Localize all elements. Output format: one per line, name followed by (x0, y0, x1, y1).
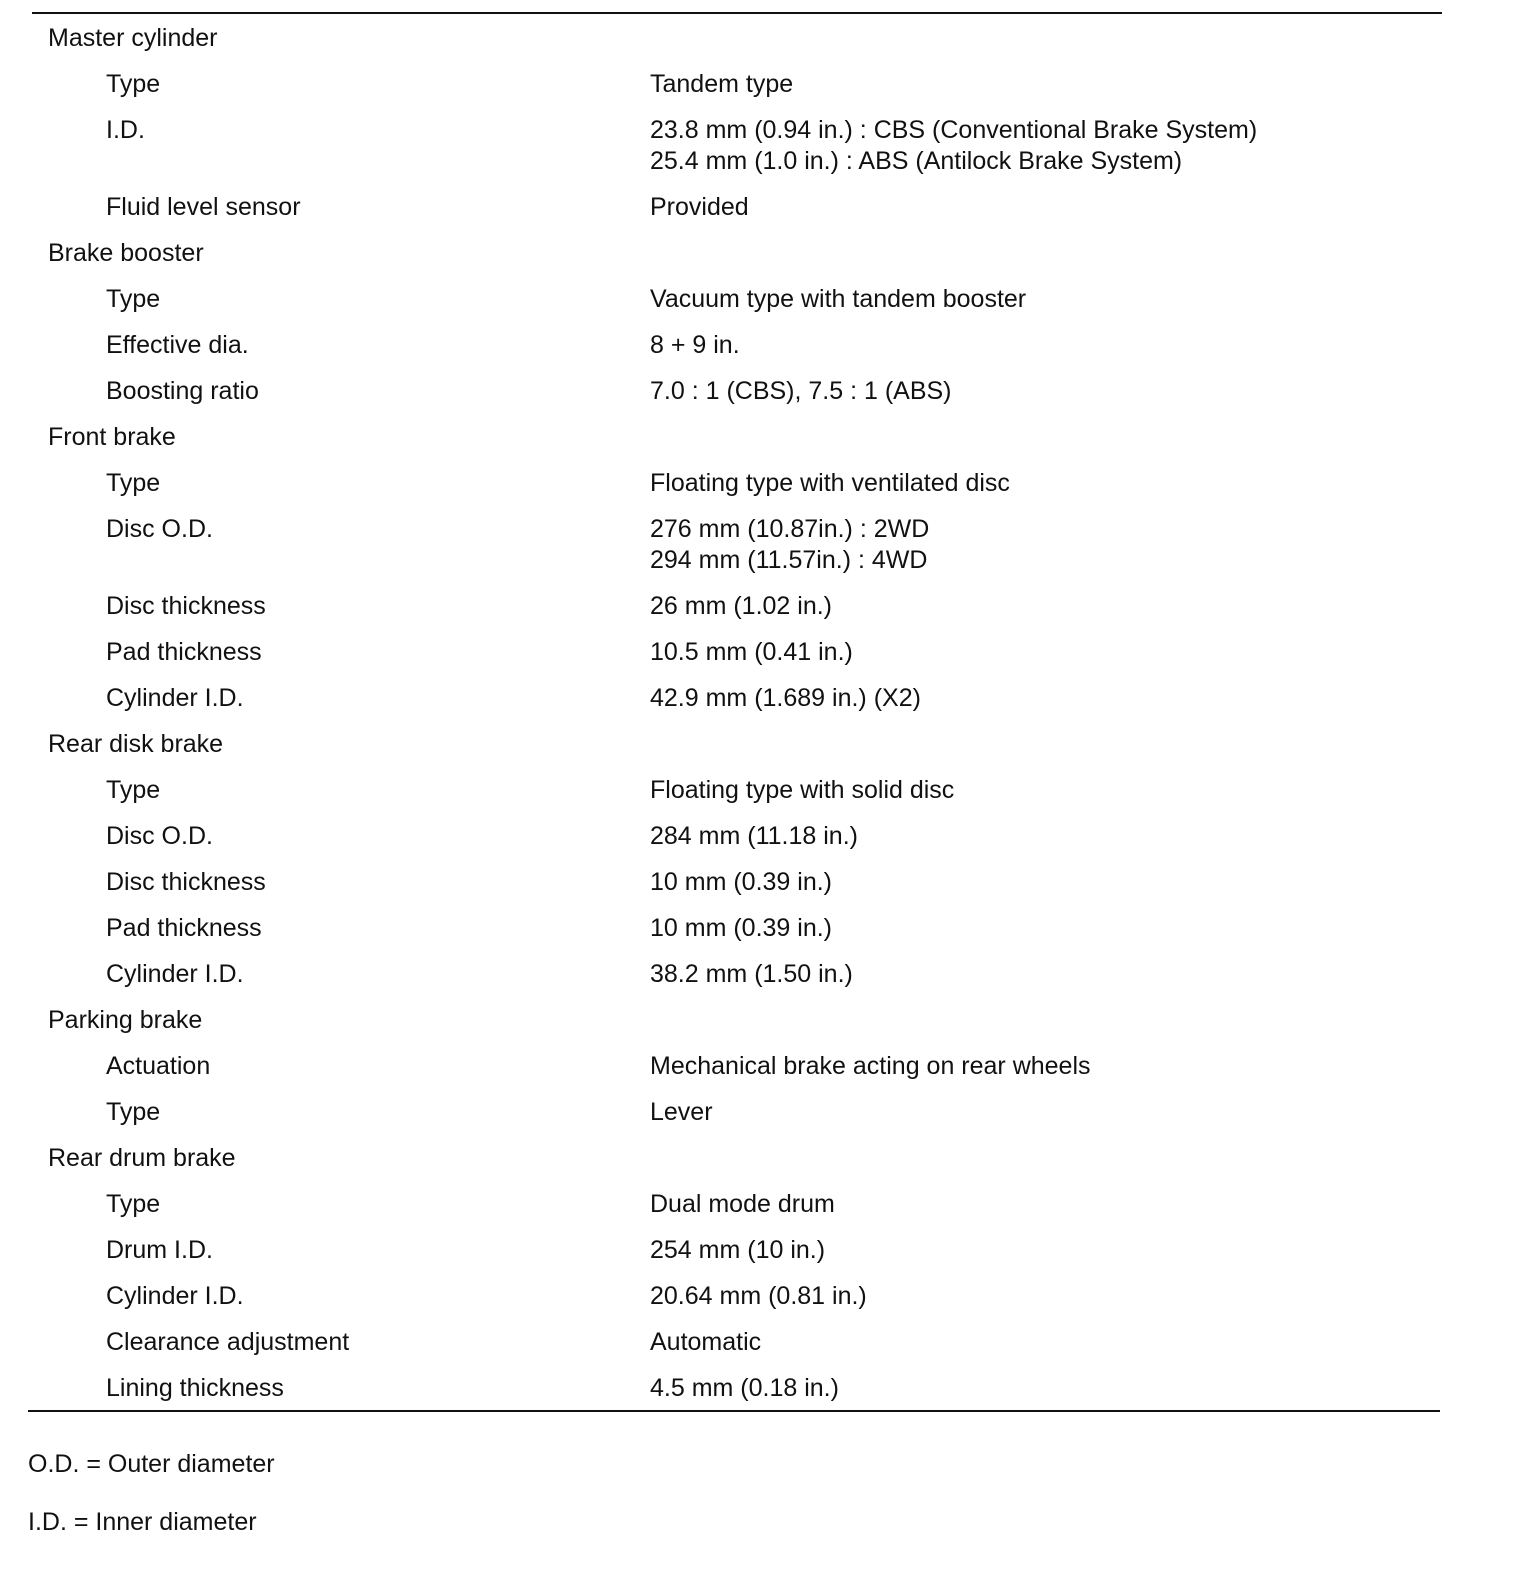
spec-value (650, 637, 853, 668)
spec-value (650, 1097, 713, 1128)
spec-value-line: 4.5 mm (0.18 in.) (650, 1374, 839, 1402)
spec-value (650, 468, 1010, 499)
spec-label: Type (106, 469, 161, 497)
spec-value-line: Dual mode drum (650, 1190, 835, 1218)
section-title: Parking brake (48, 1006, 203, 1034)
spec-value (650, 867, 832, 898)
spec-value (650, 683, 921, 714)
spec-row (0, 110, 1536, 187)
spec-label: Fluid level sensor (106, 193, 301, 221)
spec-label: Type (106, 1190, 161, 1218)
spec-row (0, 463, 1536, 509)
spec-row (0, 1230, 1536, 1276)
spec-value (650, 1235, 825, 1266)
spec-value-line: Mechanical brake acting on rear wheels (650, 1052, 1091, 1080)
spec-label: Effective dia. (106, 331, 249, 359)
spec-label: Disc thickness (106, 592, 266, 620)
section-header-row (0, 1138, 1536, 1184)
spec-row (0, 908, 1536, 954)
section-header-row (0, 233, 1536, 279)
spec-value-line: Floating type with solid disc (650, 776, 955, 804)
section-header-row (0, 18, 1536, 64)
section-title: Master cylinder (48, 24, 218, 52)
spec-value-line: 254 mm (10 in.) (650, 1236, 826, 1264)
section-title: Front brake (48, 423, 176, 451)
section-header-row (0, 724, 1536, 770)
spec-value (650, 1189, 835, 1220)
spec-value-line: 284 mm (11.18 in.) (650, 822, 858, 850)
spec-row (0, 325, 1536, 371)
section-header-row (0, 417, 1536, 463)
spec-label: Type (106, 285, 161, 313)
spec-value (650, 192, 749, 223)
spec-value-line: 26 mm (1.02 in.) (650, 592, 833, 620)
spec-label: Clearance adjustment (106, 1328, 350, 1356)
spec-value (650, 330, 740, 361)
spec-value-line: 10.5 mm (0.41 in.) (650, 638, 853, 666)
spec-value (650, 1051, 1091, 1082)
spec-label: Lining thickness (106, 1374, 284, 1402)
spec-label: Disc O.D. (106, 822, 213, 850)
spec-value-line: Tandem type (650, 70, 794, 98)
spec-value-line: 276 mm (10.87in.) : 2WD (650, 515, 930, 543)
section-title: Brake booster (48, 239, 204, 267)
spec-label: Disc thickness (106, 868, 266, 896)
spec-value-line: Lever (650, 1098, 713, 1126)
spec-row (0, 1092, 1536, 1138)
spec-label: Actuation (106, 1052, 211, 1080)
footnote-inner-diameter: I.D. = Inner diameter (28, 1508, 257, 1536)
spec-value (650, 959, 853, 990)
spec-row (0, 371, 1536, 417)
spec-value-line: Automatic (650, 1328, 762, 1356)
section-title: Rear disk brake (48, 730, 224, 758)
spec-row (0, 509, 1536, 586)
spec-value-line: 10 mm (0.39 in.) (650, 914, 833, 942)
spec-value (650, 591, 832, 622)
spec-label: Drum I.D. (106, 1236, 213, 1264)
spec-label: Boosting ratio (106, 377, 259, 405)
spec-value-line: Vacuum type with tandem booster (650, 285, 1027, 313)
spec-row (0, 1276, 1536, 1322)
spec-label: Cylinder I.D. (106, 960, 244, 988)
spec-value (650, 514, 929, 576)
spec-row (0, 187, 1536, 233)
brake-specification-table (0, 18, 1536, 1414)
spec-value (650, 1327, 761, 1358)
spec-value (650, 115, 1257, 177)
spec-row (0, 1184, 1536, 1230)
spec-row (0, 1368, 1536, 1414)
spec-label: Cylinder I.D. (106, 684, 244, 712)
spec-value-line: 8 + 9 in. (650, 331, 740, 359)
spec-label: I.D. (106, 116, 145, 144)
spec-row (0, 1322, 1536, 1368)
spec-label: Disc O.D. (106, 515, 213, 543)
footnote-outer-diameter: O.D. = Outer diameter (28, 1450, 275, 1478)
spec-value (650, 69, 793, 100)
spec-row (0, 1046, 1536, 1092)
spec-value-line: 23.8 mm (0.94 in.) : CBS (Conventional Brake System) (650, 116, 1258, 144)
bottom-rule (28, 1410, 1440, 1412)
spec-label: Pad thickness (106, 914, 262, 942)
spec-label: Type (106, 70, 161, 98)
spec-value-line: 7.0 : 1 (CBS), 7.5 : 1 (ABS) (650, 377, 952, 405)
section-title: Rear drum brake (48, 1144, 236, 1172)
section-header-row (0, 1000, 1536, 1046)
spec-value-line: 25.4 mm (1.0 in.) : ABS (Antilock Brake System) (650, 147, 1183, 175)
spec-value (650, 821, 858, 852)
spec-row (0, 64, 1536, 110)
spec-value-line: 42.9 mm (1.689 in.) (X2) (650, 684, 921, 712)
top-rule (32, 12, 1442, 14)
spec-value-line: 294 mm (11.57in.) : 4WD (650, 546, 928, 574)
spec-row (0, 279, 1536, 325)
spec-value (650, 376, 952, 407)
spec-row (0, 954, 1536, 1000)
spec-label: Pad thickness (106, 638, 262, 666)
spec-value (650, 1373, 839, 1404)
spec-row (0, 632, 1536, 678)
spec-value-line: Floating type with ventilated disc (650, 469, 1010, 497)
spec-label: Cylinder I.D. (106, 1282, 244, 1310)
spec-value (650, 775, 954, 806)
spec-label: Type (106, 776, 161, 804)
spec-value-line: 20.64 mm (0.81 in.) (650, 1282, 867, 1310)
spec-value-line: Provided (650, 193, 749, 221)
spec-row (0, 678, 1536, 724)
spec-row (0, 862, 1536, 908)
spec-value-line: 10 mm (0.39 in.) (650, 868, 833, 896)
spec-value (650, 1281, 867, 1312)
spec-value (650, 284, 1026, 315)
spec-row (0, 770, 1536, 816)
spec-value-line: 38.2 mm (1.50 in.) (650, 960, 853, 988)
spec-value (650, 913, 832, 944)
spec-row (0, 816, 1536, 862)
spec-row (0, 586, 1536, 632)
spec-label: Type (106, 1098, 161, 1126)
